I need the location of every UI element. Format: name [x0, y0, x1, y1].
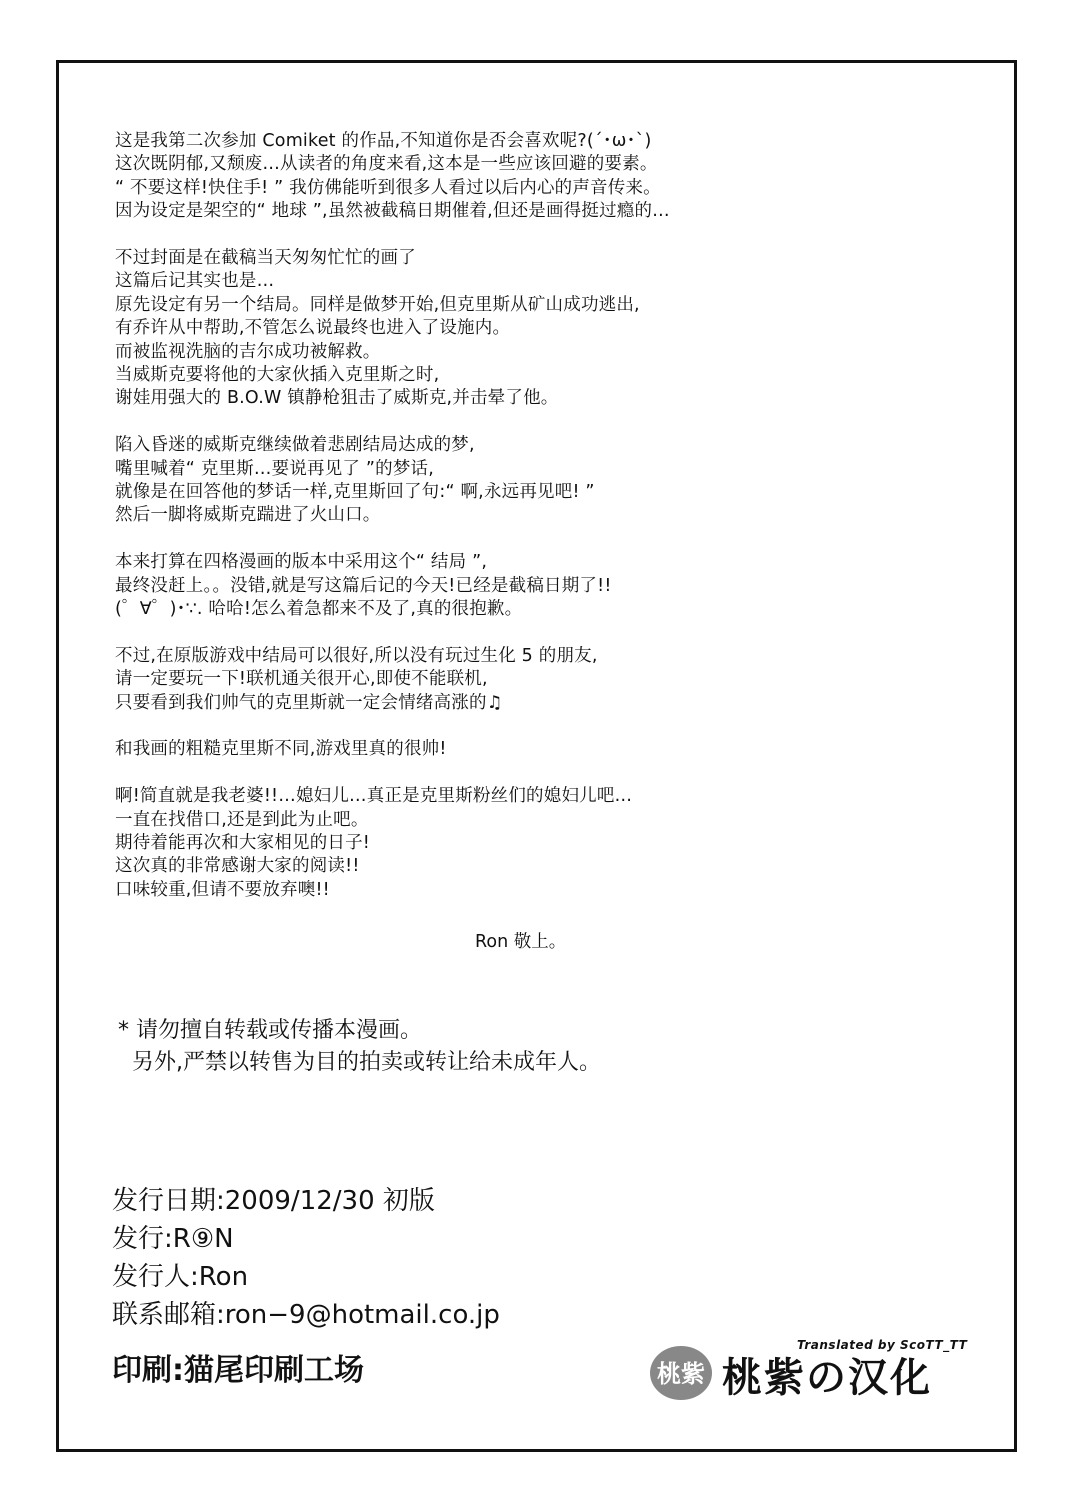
- afterword-line: 最终没赶上。。没错,就是写这篇后记的今天!已经是截稿日期了!!: [115, 575, 612, 596]
- afterword-line: 陷入昏迷的威斯克继续做着悲剧结局达成的梦,: [115, 435, 475, 456]
- afterword-line: 不过,在原版游戏中结局可以很好,所以没有玩过生化 5 的朋友,: [115, 645, 598, 666]
- afterword-line: 因为设定是架空的“ 地球 ”,虽然被截稿日期催着,但还是画得挺过瘾的…: [115, 201, 670, 222]
- afterword-line: 啊!简直就是我老婆!!…媳妇儿…真正是克里斯粉丝们的媳妇儿吧…: [115, 786, 633, 807]
- colophon-printer: 印刷:猫尾印刷工场: [112, 1353, 364, 1388]
- notice-line-2: 另外,严禁以转售为目的拍卖或转让给未成年人。: [118, 1050, 601, 1075]
- afterword-line: 这次既阴郁,又颓废…从读者的角度来看,这本是一些应该回避的要素。: [115, 154, 658, 175]
- colophon-issuer: 发行人:Ron: [112, 1262, 249, 1292]
- afterword-line: 然后一脚将威斯克踹进了火山口。: [115, 505, 381, 526]
- afterword-line: 请一定要玩一下!联机通关很开心,即使不能联机,: [115, 669, 488, 690]
- afterword-line: 而被监视洗脑的吉尔成功被解救。: [115, 341, 381, 362]
- colophon-publisher: 发行:R⑨N: [112, 1224, 234, 1254]
- afterword-line: 有乔许从中帮助,不管怎么说最终也进入了设施内。: [115, 318, 511, 339]
- group-logo-text: 桃紫: [657, 1360, 705, 1388]
- afterword-line: 期待着能再次和大家相见的日子!: [115, 833, 371, 853]
- afterword-line: 就像是在回答他的梦话一样,克里斯回了句:“ 啊,永远再见吧! ”: [115, 482, 595, 502]
- afterword-line: 这篇后记其实也是…: [115, 271, 275, 292]
- afterword-line: 不过封面是在截稿当天匆匆忙忙的画了: [115, 248, 416, 268]
- afterword-line: 和我画的粗糙克里斯不同,游戏里真的很帅!: [115, 739, 447, 760]
- afterword-line: 本来打算在四格漫画的版本中采用这个“ 结局 ”,: [115, 552, 488, 573]
- afterword-line: 只要看到我们帅气的克里斯就一定会情绪高涨的♫: [115, 692, 503, 713]
- afterword-line: 原先设定有另一个结局。同样是做梦开始,但克里斯从矿山成功逃出,: [115, 294, 640, 315]
- afterword-line: 嘴里喊着“ 克里斯…要说再见了 ”的梦话,: [115, 458, 435, 479]
- colophon-release-date: 发行日期:2009/12/30 初版: [112, 1186, 435, 1216]
- afterword-line: 一直在找借口,还是到此为止吧。: [115, 809, 369, 830]
- notice-line-1: * 请勿擅自转载或传播本漫画。: [118, 1018, 422, 1043]
- group-logo-icon: [648, 1344, 714, 1402]
- translation-group-name: 桃紫の汉化: [722, 1355, 932, 1401]
- afterword-line: “ 不要这样!快住手! ” 我仿佛能听到很多人看过以后内心的声音传来。: [115, 177, 661, 198]
- afterword-line: 这次真的非常感谢大家的阅读!!: [115, 856, 360, 877]
- colophon-email: 联系邮箱:ron−9@hotmail.co.jp: [112, 1300, 500, 1330]
- afterword-signature: Ron 敬上。: [475, 932, 567, 952]
- afterword-line: 谢娃用强大的 B.O.W 镇静枪狙击了威斯克,并击晕了他。: [115, 388, 559, 409]
- afterword-line: 这是我第二次参加 Comiket 的作品,不知道你是否会喜欢呢?(´･ω･`): [115, 131, 652, 151]
- afterword-line: 当威斯克要将他的大家伙插入克里斯之时,: [115, 365, 440, 385]
- afterword-line: (゜∀゜)･∵. 哈哈!怎么着急都来不及了,真的很抱歉。: [115, 599, 523, 619]
- afterword-line: 口味较重,但请不要放弃噢!!: [115, 879, 330, 900]
- translator-credit: Translated by ScoTT_TT: [797, 1338, 968, 1352]
